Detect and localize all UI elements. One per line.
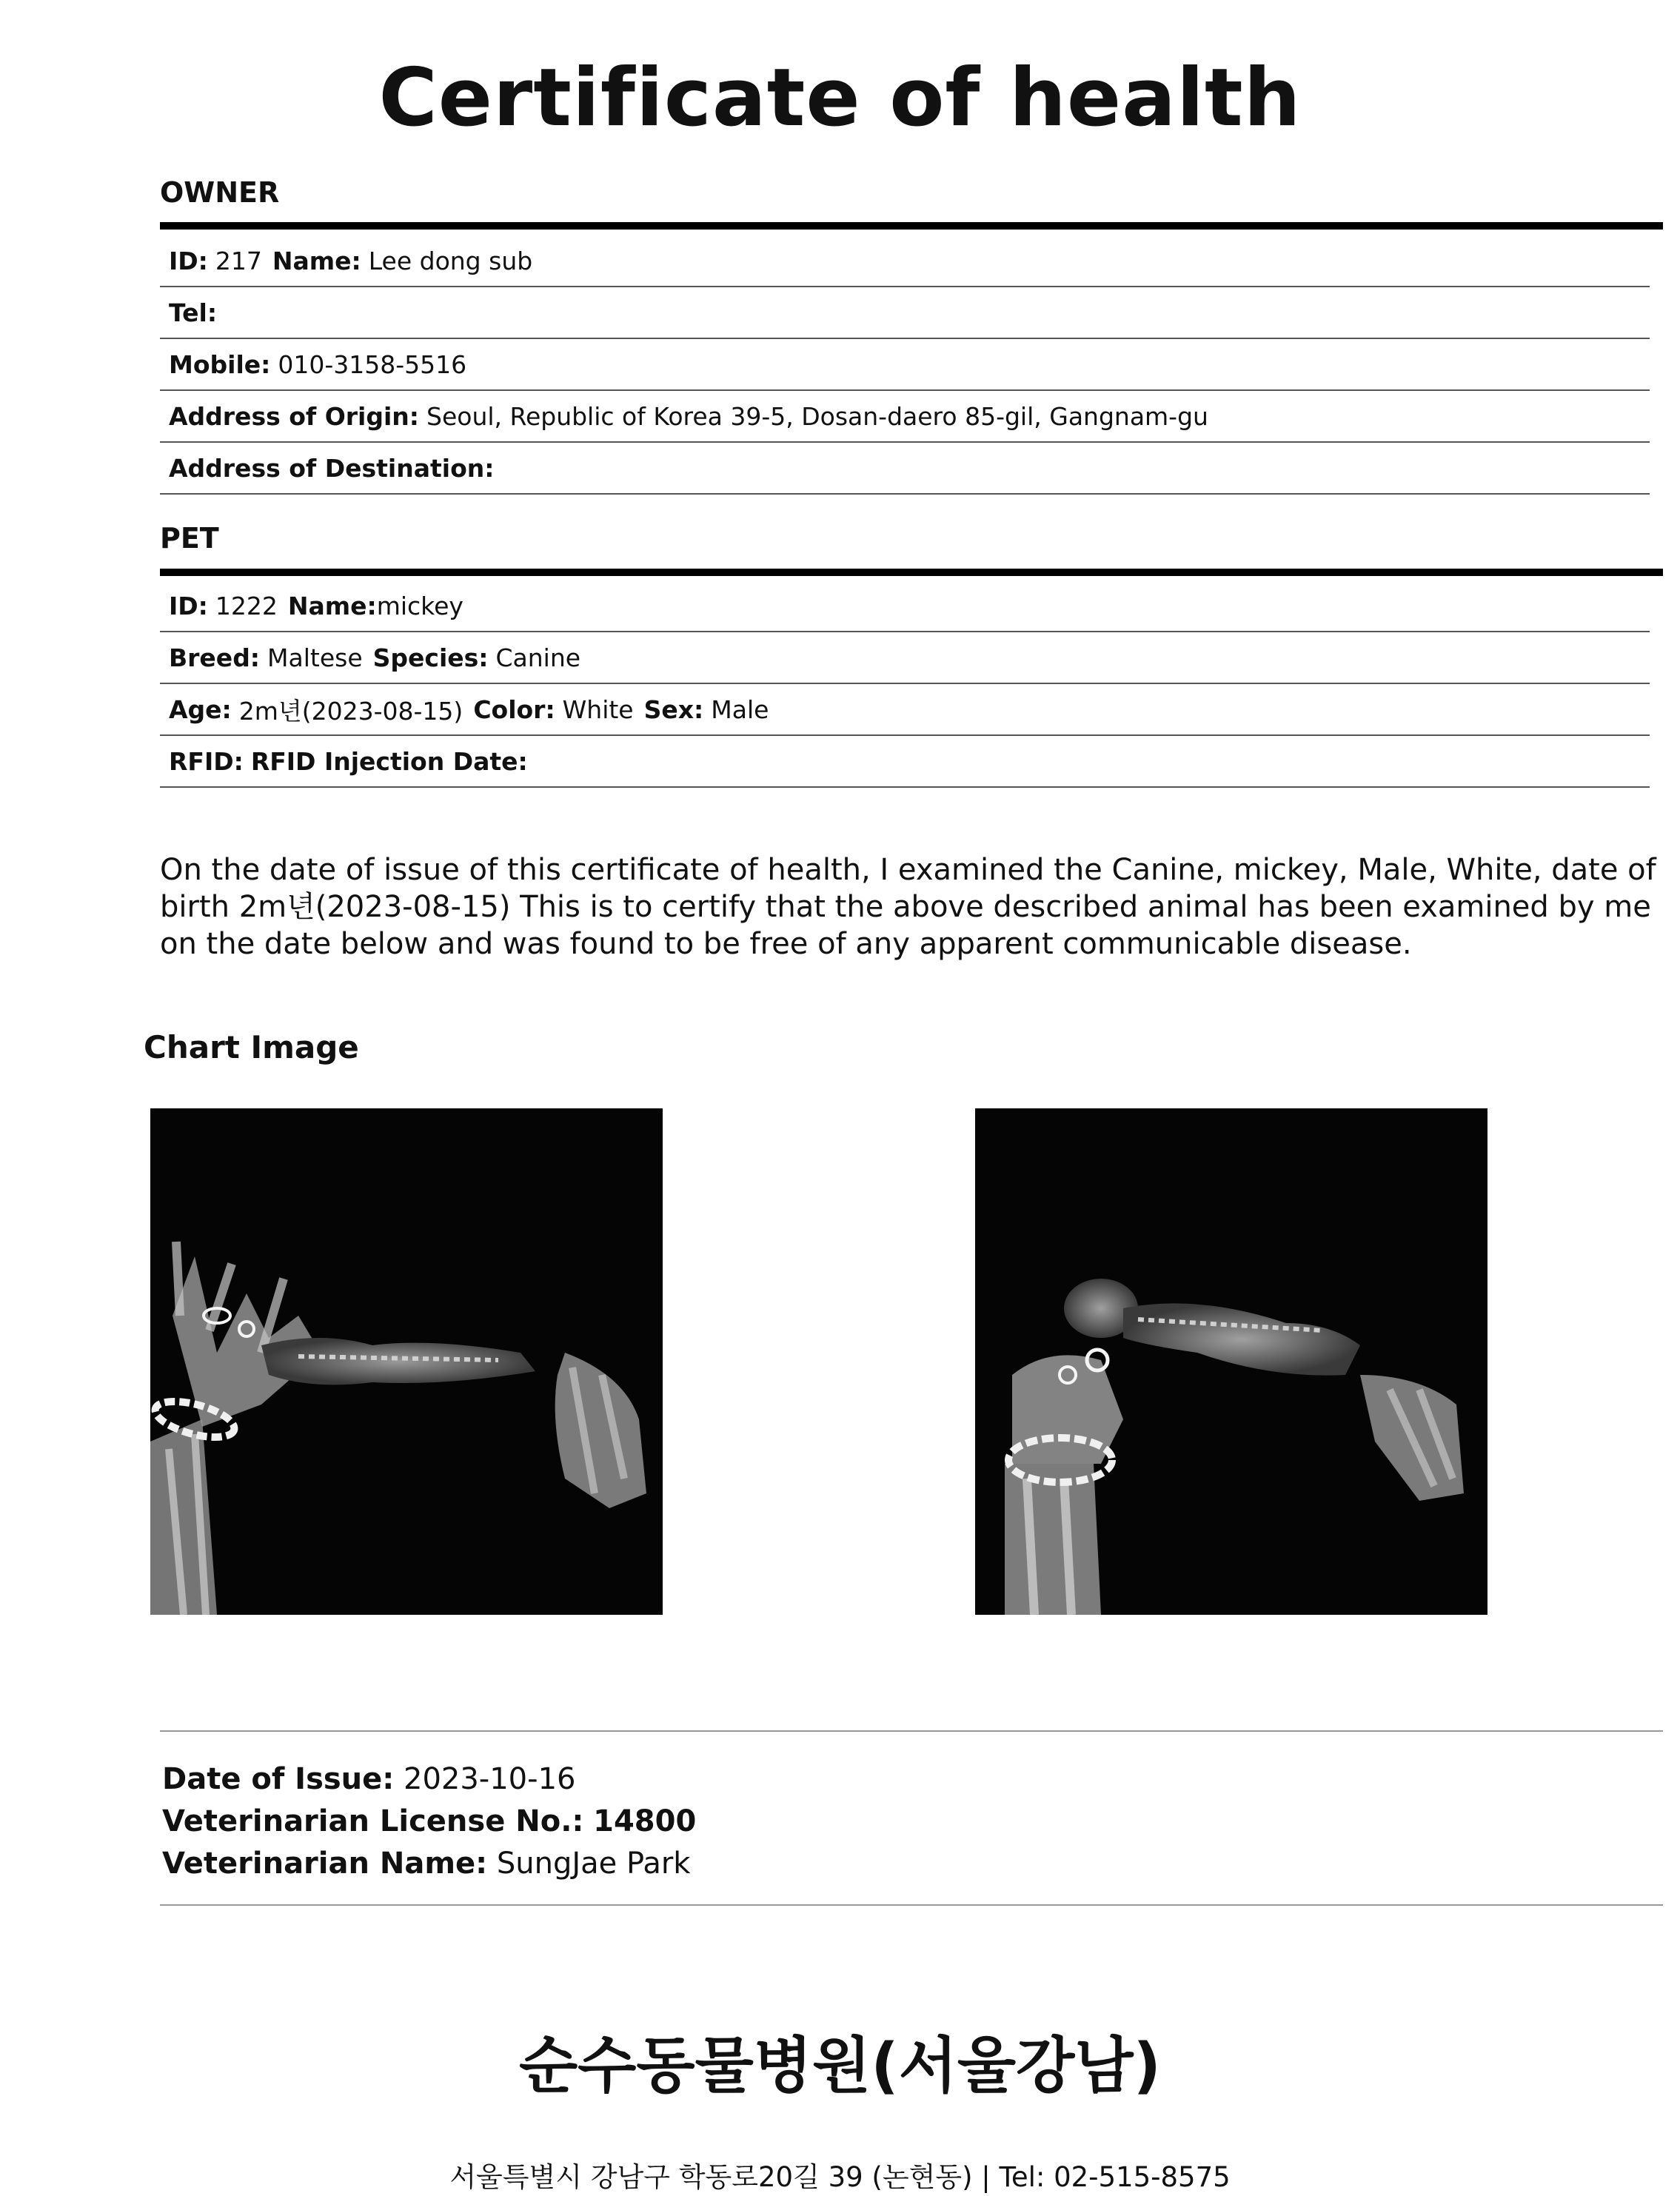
date-of-issue-line (162, 1758, 696, 1801)
pet-age-value: 2m년(2023-08-15) (238, 696, 463, 726)
pet-name-label: Name: (287, 591, 377, 620)
pet-rfid-label: RFID: (169, 746, 244, 776)
license-line (162, 1801, 696, 1843)
pet-id-row (160, 580, 1650, 632)
owner-tel-row (160, 287, 1650, 339)
pet-divider (160, 569, 1663, 576)
pet-table (160, 580, 1650, 788)
owner-tel-label: Tel: (169, 298, 218, 327)
pet-sex-value: Male (711, 694, 769, 724)
owner-section-label: OWNER (160, 176, 280, 209)
pet-sex-label: Sex: (643, 694, 704, 724)
clinic-address: 서울특별시 강남구 학동로20길 39 (논현동) | Tel: 02-515-8575 (449, 2161, 1231, 2193)
owner-destination-row (160, 443, 1650, 495)
pet-section-label: PET (160, 522, 219, 555)
pet-age-row (160, 684, 1650, 736)
owner-name-label: Name: (272, 246, 361, 275)
signature-divider-top (160, 1730, 1663, 1732)
pet-species-value: Canine (495, 643, 581, 672)
pet-rfid-row (160, 736, 1650, 788)
pet-breed-value: Maltese (267, 643, 363, 672)
signature-divider-bottom (160, 1904, 1663, 1906)
license-value: 14800 (593, 1804, 697, 1838)
date-of-issue-value: 2023-10-16 (404, 1762, 576, 1796)
clinic-name: 순수동물병원(서울강남) (518, 2031, 1162, 2101)
owner-id-label: ID: (169, 246, 208, 275)
license-label: Veterinarian License No.: (162, 1804, 584, 1838)
vet-name-label: Veterinarian Name: (162, 1847, 488, 1881)
pet-breed-label: Breed: (169, 643, 261, 672)
owner-origin-value: Seoul, Republic of Korea 39-5, Dosan-daero 85-gil, Gangnam-gu (426, 401, 1208, 431)
vet-name-line (162, 1843, 696, 1885)
chart-image-label: Chart Image (144, 1029, 359, 1065)
xray-image-1 (150, 1108, 663, 1615)
certification-statement: On the date of issue of this certificate of health, I examined the Canine, mickey, Male, White, date of birth 2m년(2023-08-15) This is to certify that the above described animal has been examined by me on the date below and was found to be free of any apparent communicable disease. (160, 853, 1656, 961)
issue-details (162, 1758, 696, 1885)
owner-mobile-row (160, 339, 1650, 391)
owner-table (160, 235, 1650, 495)
certificate-title: Certificate of health (378, 52, 1302, 144)
owner-destination-label: Address of Destination: (169, 453, 495, 483)
pet-name-value: mickey (376, 591, 463, 620)
pet-id-value: 1222 (215, 591, 278, 620)
owner-id-row (160, 235, 1650, 287)
vet-name-value: SungJae Park (496, 1847, 691, 1881)
pet-color-value: White (562, 694, 634, 724)
owner-id-value: 217 (215, 246, 262, 275)
owner-mobile-value: 010-3158-5516 (278, 349, 467, 379)
owner-origin-label: Address of Origin: (169, 401, 419, 431)
owner-mobile-label: Mobile: (169, 349, 271, 379)
pet-id-label: ID: (169, 591, 208, 620)
owner-origin-row (160, 391, 1650, 443)
owner-divider (160, 222, 1663, 230)
pet-color-label: Color: (473, 694, 555, 724)
pet-breed-row (160, 632, 1650, 684)
pet-age-label: Age: (169, 694, 232, 724)
pet-species-label: Species: (372, 643, 489, 672)
owner-name-value: Lee dong sub (368, 246, 533, 275)
date-of-issue-label: Date of Issue: (162, 1762, 395, 1796)
pet-rfid-date-label: RFID Injection Date: (250, 746, 528, 776)
xray-image-2 (975, 1108, 1487, 1615)
